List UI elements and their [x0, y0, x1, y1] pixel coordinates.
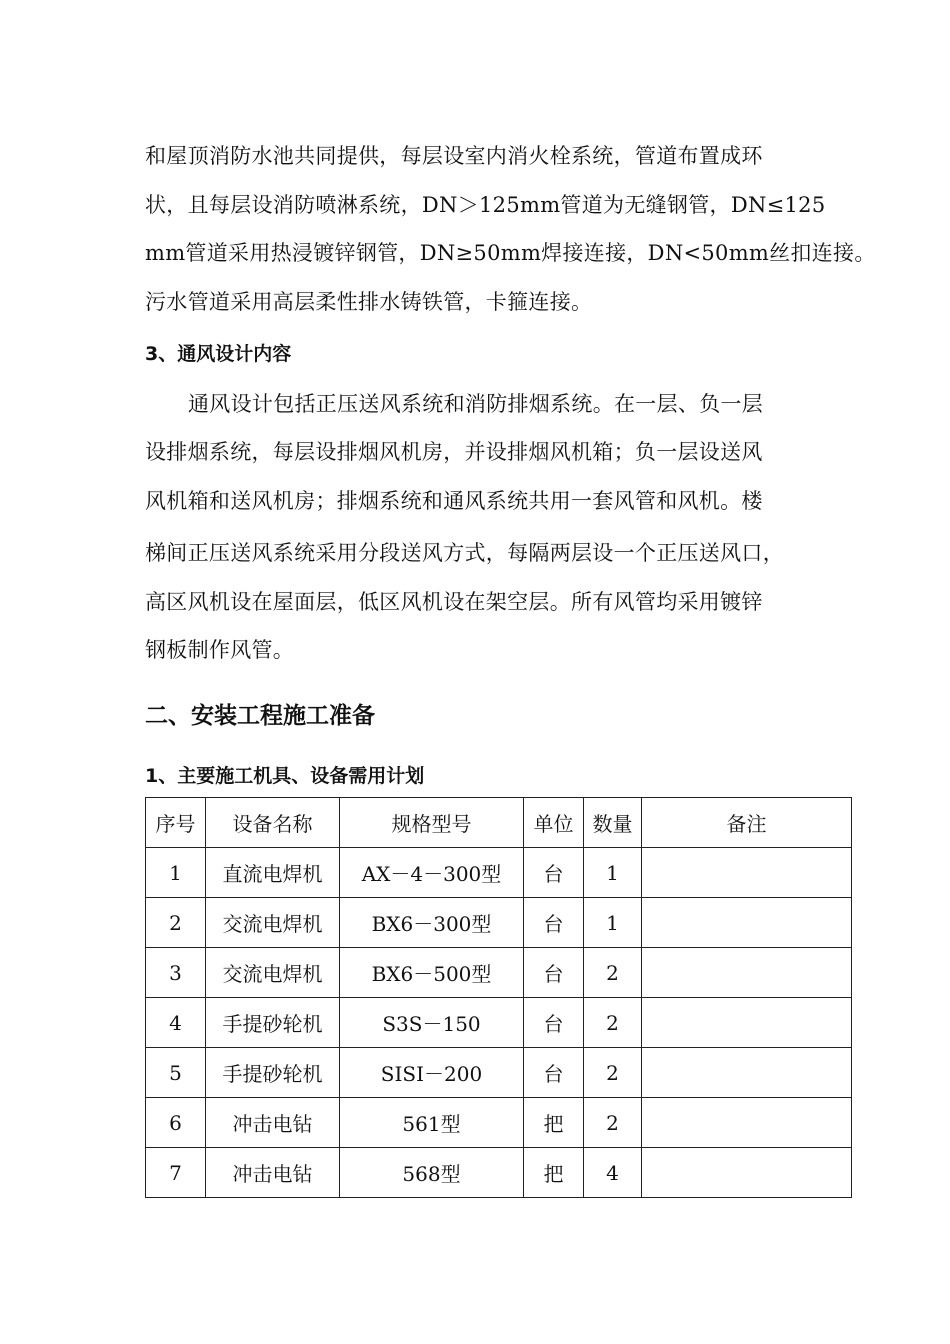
- cell-index: 7: [146, 1148, 206, 1198]
- cell-spec: 561型: [340, 1098, 524, 1148]
- table-row: [146, 1098, 852, 1148]
- paragraph-line: 钢板制作风管。: [145, 638, 295, 662]
- body-line: 状，且每层设消防喷淋系统，DN＞125mm管道为无缝钢管，DN≤125: [145, 193, 826, 217]
- cell-remarks: [642, 1098, 852, 1148]
- paragraph-line: 通风设计包括正压送风系统和消防排烟系统。在一层、负一层: [188, 392, 764, 416]
- table-row: [146, 898, 852, 948]
- table-header-row: [146, 798, 852, 848]
- chapter-heading: 二、安装工程施工准备: [145, 703, 375, 729]
- header-name: 设备名称: [206, 798, 340, 848]
- table-row: [146, 948, 852, 998]
- cell-quantity: 2: [584, 998, 642, 1048]
- body-line: 和屋顶消防水池共同提供，每层设室内消火栓系统，管道布置成环: [145, 144, 763, 168]
- table-row: [146, 1048, 852, 1098]
- cell-index: 6: [146, 1098, 206, 1148]
- cell-spec: AX－4－300型: [340, 848, 524, 898]
- cell-quantity: 2: [584, 1098, 642, 1148]
- header-remarks: 备注: [642, 798, 852, 848]
- cell-quantity: 1: [584, 898, 642, 948]
- equipment-table: [145, 797, 852, 1198]
- cell-unit: 台: [524, 898, 584, 948]
- cell-quantity: 4: [584, 1148, 642, 1198]
- table-row: [146, 848, 852, 898]
- cell-quantity: 1: [584, 848, 642, 898]
- cell-unit: 把: [524, 1148, 584, 1198]
- cell-remarks: [642, 948, 852, 998]
- paragraph-line: 风机箱和送风机房；排烟系统和通风系统共用一套风管和风机。楼: [145, 489, 763, 513]
- cell-spec: 568型: [340, 1148, 524, 1198]
- cell-spec: SISI－200: [340, 1048, 524, 1098]
- cell-unit: 把: [524, 1098, 584, 1148]
- cell-unit: 台: [524, 998, 584, 1048]
- table-row: [146, 1148, 852, 1198]
- cell-remarks: [642, 898, 852, 948]
- cell-remarks: [642, 1048, 852, 1098]
- cell-remarks: [642, 1148, 852, 1198]
- cell-index: 1: [146, 848, 206, 898]
- body-line: 污水管道采用高层柔性排水铸铁管，卡箍连接。: [145, 290, 593, 314]
- cell-name: 直流电焊机: [206, 848, 340, 898]
- subsection-heading: 1、主要施工机具、设备需用计划: [145, 765, 425, 787]
- cell-index: 3: [146, 948, 206, 998]
- header-unit: 单位: [524, 798, 584, 848]
- paragraph-line: 高区风机设在屋面层，低区风机设在架空层。所有风管均采用镀锌: [145, 590, 763, 614]
- cell-unit: 台: [524, 848, 584, 898]
- paragraph-line: 梯间正压送风系统采用分段送风方式，每隔两层设一个正压送风口，: [145, 541, 784, 565]
- section-heading: 3、通风设计内容: [145, 343, 292, 365]
- paragraph-line: 设排烟系统，每层设排烟风机房，并设排烟风机箱；负一层设送风: [145, 440, 763, 464]
- cell-quantity: 2: [584, 948, 642, 998]
- header-spec: 规格型号: [340, 798, 524, 848]
- cell-name: 交流电焊机: [206, 898, 340, 948]
- cell-index: 4: [146, 998, 206, 1048]
- cell-index: 2: [146, 898, 206, 948]
- header-quantity: 数量: [584, 798, 642, 848]
- cell-unit: 台: [524, 1048, 584, 1098]
- header-index: 序号: [146, 798, 206, 848]
- table-row: [146, 998, 852, 1048]
- cell-remarks: [642, 848, 852, 898]
- cell-unit: 台: [524, 948, 584, 998]
- cell-spec: S3S－150: [340, 998, 524, 1048]
- cell-name: 冲击电钻: [206, 1148, 340, 1198]
- cell-index: 5: [146, 1048, 206, 1098]
- cell-name: 交流电焊机: [206, 948, 340, 998]
- cell-name: 冲击电钻: [206, 1098, 340, 1148]
- cell-remarks: [642, 998, 852, 1048]
- cell-quantity: 2: [584, 1048, 642, 1098]
- cell-spec: BX6－500型: [340, 948, 524, 998]
- cell-name: 手提砂轮机: [206, 1048, 340, 1098]
- cell-name: 手提砂轮机: [206, 998, 340, 1048]
- cell-spec: BX6－300型: [340, 898, 524, 948]
- body-line: mm管道采用热浸镀锌钢管，DN≥50mm焊接连接，DN<50mm丝扣连接。: [145, 241, 876, 265]
